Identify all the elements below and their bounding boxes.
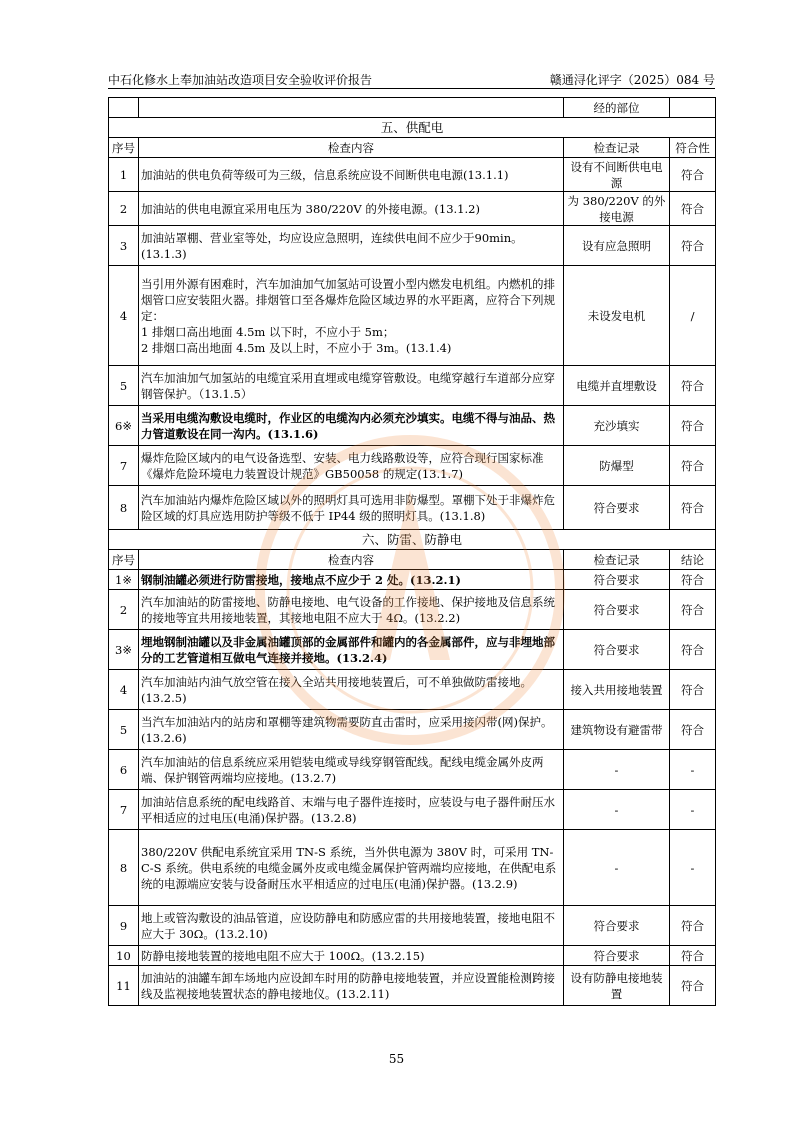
check-content: 埋地钢制油罐以及非金属油罐顶部的金属部件和罐内的各金属部件，应与非埋地部分的工艺管道相互做电气连接并接地。(13.2.4) (139, 630, 564, 670)
check-result: 符合 (670, 570, 716, 590)
table-row (109, 946, 716, 966)
row-number: 7 (109, 446, 139, 486)
check-record: 接入共用接地装置 (564, 670, 670, 710)
column-header: 符合性 (670, 138, 716, 158)
check-content: 加油站的油罐车卸车场地内应设卸车时用的防静电接地装置，并应设置能检测跨接线及监视接地装置状态的静电接地仪。(13.2.11) (139, 966, 564, 1006)
check-record: - (564, 790, 670, 830)
check-result: - (670, 750, 716, 790)
check-content: 爆炸危险区域内的电气设备选型、安装、电力线路敷设等，应符合现行国家标准《爆炸危险环境电力装置设计规范》GB50058 的规定(13.1.7) (139, 446, 564, 486)
row-number: 1 (109, 158, 139, 192)
row-number: 8 (109, 830, 139, 906)
section-title: 六、防雷、防静电 (109, 530, 716, 550)
row-number: 5 (109, 710, 139, 750)
check-result: - (670, 790, 716, 830)
table-row (109, 750, 716, 790)
report-number: 赣通浔化评字（2025）084 号 (549, 73, 715, 87)
table-row (109, 790, 716, 830)
check-result: 符合 (670, 670, 716, 710)
table-row (109, 570, 716, 590)
check-result: 符合 (670, 966, 716, 1006)
check-record: - (564, 750, 670, 790)
row-number: 3※ (109, 630, 139, 670)
table-row (109, 966, 716, 1006)
column-header: 检查记录 (564, 138, 670, 158)
column-header: 结论 (670, 550, 716, 570)
check-record: 电缆并直埋敷设 (564, 366, 670, 406)
check-record: 防爆型 (564, 446, 670, 486)
check-content: 加油站的供电负荷等级可为三级，信息系统应设不间断供电电源(13.1.1) (139, 158, 564, 192)
check-result: 符合 (670, 486, 716, 530)
check-content: 汽车加油站内油气放空管在接入全站共用接地装置后，可不单独做防雷接地。(13.2.5) (139, 670, 564, 710)
table-row (109, 446, 716, 486)
check-record: 建筑物设有避雷带 (564, 710, 670, 750)
record-cell: 经的部位 (564, 98, 670, 118)
row-number: 5 (109, 366, 139, 406)
check-content: 汽车加油站的信息系统应采用铠装电缆或导线穿钢管配线。配线电缆金属外皮两端、保护钢管两端均应接地。(13.2.7) (139, 750, 564, 790)
table-row (109, 630, 716, 670)
check-content: 汽车加油站内爆炸危险区域以外的照明灯具可选用非防爆型。罩棚下处于非爆炸危险区域的灯具应选用防护等级不低于 IP44 级的照明灯具。(13.1.8) (139, 486, 564, 530)
table-row (109, 266, 716, 366)
check-content: 当采用电缆沟敷设电缆时，作业区的电缆沟内必须充沙填实。电缆不得与油品、热力管道敷设在同一沟内。(13.1.6) (139, 406, 564, 446)
row-number: 6 (109, 750, 139, 790)
check-content: 防静电接地装置的接地电阻不应大于 100Ω。(13.2.15) (139, 946, 564, 966)
check-result: - (670, 830, 716, 906)
page-number: 55 (388, 1052, 405, 1066)
check-content: 加油站的供电电源宜采用电压为 380/220V 的外接电源。(13.1.2) (139, 192, 564, 226)
table-row (109, 710, 716, 750)
check-record: 充沙填实 (564, 406, 670, 446)
section-title: 五、供配电 (109, 118, 716, 138)
check-result: / (670, 266, 716, 366)
row-number: 4 (109, 670, 139, 710)
table-row (109, 830, 716, 906)
check-record: 符合要求 (564, 630, 670, 670)
check-result: 符合 (670, 406, 716, 446)
table-row (109, 158, 716, 192)
table-row (109, 406, 716, 446)
table-row (109, 590, 716, 630)
row-number: 4 (109, 266, 139, 366)
column-header: 检查内容 (139, 138, 564, 158)
check-content: 加油站信息系统的配电线路首、末端与电子器件连接时，应装设与电子器件耐压水平相适应的过电压(电涌)保护器。(13.2.8) (139, 790, 564, 830)
section-title-row (109, 118, 716, 138)
table-row (109, 486, 716, 530)
check-result: 符合 (670, 630, 716, 670)
check-content: 380/220V 供配电系统宜采用 TN-S 系统，当外供电源为 380V 时，可采用 TN-C-S 系统。供电系统的电缆金属外皮或电缆金属保护管两端均应接地，在供配电系统的电源端应安装与设备耐压水平相适应的过电压(电涌)保护器。(13.2.9) (139, 830, 564, 906)
table-row (109, 192, 716, 226)
check-content: 当汽车加油站内的站房和罩棚等建筑物需要防直击雷时，应采用接闪带(网)保护。(13.2.6) (139, 710, 564, 750)
check-record: 设有防静电接地装置 (564, 966, 670, 1006)
page-header (108, 70, 715, 89)
check-result: 符合 (670, 158, 716, 192)
report-title: 中石化修水上奉加油站改造项目安全验收评价报告 (108, 73, 373, 87)
column-header-row (109, 550, 716, 570)
check-result: 符合 (670, 906, 716, 946)
row-number: 6※ (109, 406, 139, 446)
table-row (109, 366, 716, 406)
check-record: 符合要求 (564, 486, 670, 530)
check-result: 符合 (670, 946, 716, 966)
check-content: 汽车加油加气加氢站的电缆宜采用直埋或电缆穿管敷设。电缆穿越行车道部分应穿钢管保护。（13.1.5） (139, 366, 564, 406)
check-record: 设有应急照明 (564, 226, 670, 266)
check-record: 为 380/220V 的外接电源 (564, 192, 670, 226)
continued-row (109, 98, 716, 118)
check-record: 未设发电机 (564, 266, 670, 366)
row-number: 11 (109, 966, 139, 1006)
check-record: 符合要求 (564, 570, 670, 590)
row-number: 10 (109, 946, 139, 966)
row-number: 3 (109, 226, 139, 266)
row-number: 1※ (109, 570, 139, 590)
check-record: 符合要求 (564, 946, 670, 966)
inspection-table (108, 97, 716, 1006)
row-number: 2 (109, 590, 139, 630)
table-row (109, 226, 716, 266)
row-number: 8 (109, 486, 139, 530)
column-header: 序号 (109, 550, 139, 570)
column-header: 序号 (109, 138, 139, 158)
check-result: 符合 (670, 446, 716, 486)
row-number: 7 (109, 790, 139, 830)
section-title-row (109, 530, 716, 550)
column-header: 检查记录 (564, 550, 670, 570)
check-record: 符合要求 (564, 906, 670, 946)
check-content: 加油站罩棚、营业室等处，均应设应急照明，连续供电间不应少于90min。(13.1.3) (139, 226, 564, 266)
check-record: 设有不间断供电电源 (564, 158, 670, 192)
check-content: 地上或管沟敷设的油品管道，应设防静电和防感应雷的共用接地装置，接地电阻不应大于 30Ω。(13.2.10) (139, 906, 564, 946)
table-row (109, 906, 716, 946)
row-number: 2 (109, 192, 139, 226)
check-result: 符合 (670, 710, 716, 750)
column-header: 检查内容 (139, 550, 564, 570)
column-header-row (109, 138, 716, 158)
check-result: 符合 (670, 590, 716, 630)
check-record: 符合要求 (564, 590, 670, 630)
check-result: 符合 (670, 366, 716, 406)
check-result: 符合 (670, 226, 716, 266)
check-content: 当引用外源有困难时，汽车加油加气加氢站可设置小型内燃发电机组。内燃机的排烟管口应安装阻火器。排烟管口至各爆炸危险区域边界的水平距离，应符合下列规定： 1 排烟口高出地面 4.5m 以下时，不应小于 5m； 2 排烟口高出地面 4.5m 及以上时，不应小于 3m。(13.1.4) (139, 266, 564, 366)
check-record: - (564, 830, 670, 906)
row-number: 9 (109, 906, 139, 946)
table-row (109, 670, 716, 710)
check-content: 钢制油罐必须进行防雷接地，接地点不应少于 2 处。(13.2.1) (139, 570, 564, 590)
check-result: 符合 (670, 192, 716, 226)
check-content: 汽车加油站的防雷接地、防静电接地、电气设备的工作接地、保护接地及信息系统的接地等宜共用接地装置，其接地电阻不应大于 4Ω。(13.2.2) (139, 590, 564, 630)
